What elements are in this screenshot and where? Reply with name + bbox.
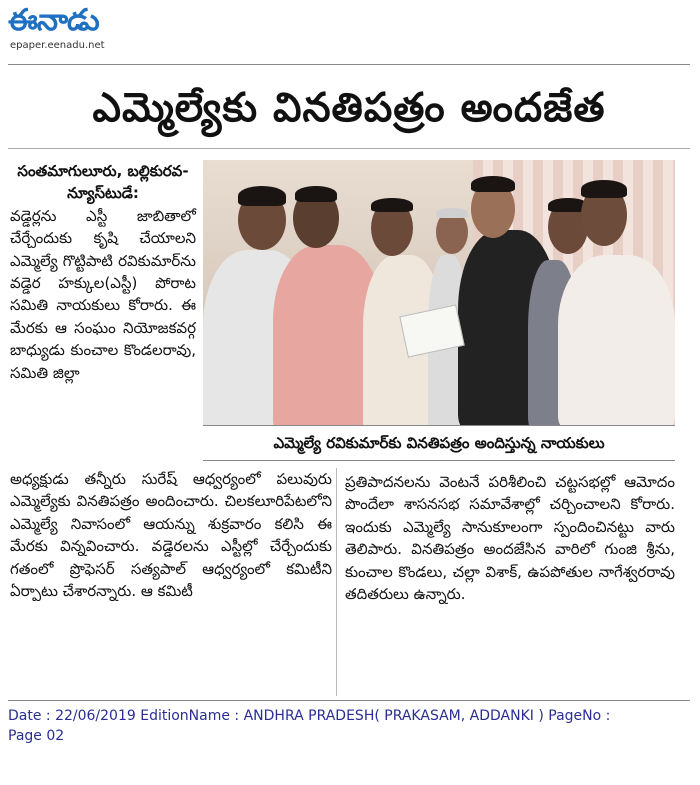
person-hair (371, 198, 413, 212)
dateline: సంతమాగులూరు, బల్లికురవ- న్యూస్‌టుడే: (17, 162, 189, 203)
eenadu-logo (8, 4, 148, 60)
headline: ఎమ్మెల్యేకు వినతిపత్రం అందజేత (92, 85, 606, 131)
body-text-right: ప్రతిపాదనలను వెంటనే పరిశీలించి చట్టసభల్లో ఆమోదం పొందేలా శాసనసభ సమావేశాల్లో చర్చించాలని కోరారు. ఇందుకు ఎమ్మెల్యే సానుకూలంగా స్పందించినట్టు వారు తెలిపారు. వినతిపత్రం అందజేసిన వారిలో గుంజి శ్రీను, కుంచాల కొండలు, చల్లా విశాక్, ఉపపోతుల నాగేశ్వరరావు తదితరులు ఉన్నారు. (345, 473, 675, 604)
footer-line-1: Date : 22/06/2019 EditionName : ANDHRA PRADESH( PRAKASAM, ADDANKI ) PageNo : (8, 708, 611, 724)
article-column-right (345, 471, 675, 605)
person-hair (436, 208, 468, 218)
person-shape (558, 255, 675, 425)
person-hair (471, 176, 515, 192)
person-hair (581, 180, 627, 198)
footer-rule (8, 700, 690, 701)
column-divider (336, 468, 337, 696)
body-text-left: వడ్డెర్లను ఎస్టీ జాబితాలో చేర్చేందుకు కృషి చేయాలని ఎమ్మెల్యే గొట్టిపాటి రవికుమార్‌ను వడ్డెర హక్కుల(ఎస్టీ) పోరాట సమితి నాయకులు కోరారు. ఈ మేరకు ఆ సంఘం నియోజకవర్గ బాధ్యుడు కుంచాల కొండలరావు, సమితి జిల్లా (10, 206, 196, 382)
article-column-bottom-left (10, 468, 332, 602)
footer-line-2: Page 02 (8, 728, 65, 744)
photo-caption-box (203, 425, 675, 461)
news-photo (203, 160, 675, 425)
body-text-middle: అధ్యక్షుడు తన్నీరు సురేష్ ఆధ్వర్యంలో పలువురు ఎమ్మెల్యేకు వినతిపత్రం అందించారు. చిలకలూరిపేటలోని ఎమ్మెల్యే నివాసంలో ఆయన్ను శుక్రవారం కలిసి ఈ మేరకు విన్నవించారు. వడ్డెరలను ఎస్టీల్లో చేర్చేందుకు గతంలో ప్రొఫెసర్ సత్యపాల్ ఆధ్వర్యంలో కమిటీని ఏర్పాటు చేశారన్నారు. ఆ కమిటీ (10, 470, 332, 601)
logo-wordmark: ఈనాడు (8, 3, 99, 38)
article-column-left (10, 160, 196, 384)
person-hair (295, 186, 337, 202)
site-url: epaper.eenadu.net (10, 40, 105, 51)
photo-caption: ఎమ్మెల్యే రవికుమార్‌కు వినతిపత్రం అందిస్తున్న నాయకులు (273, 434, 605, 452)
edition-footer (8, 706, 694, 746)
top-rule (8, 64, 690, 65)
person-hair (238, 186, 286, 206)
headline-rule (8, 148, 690, 149)
